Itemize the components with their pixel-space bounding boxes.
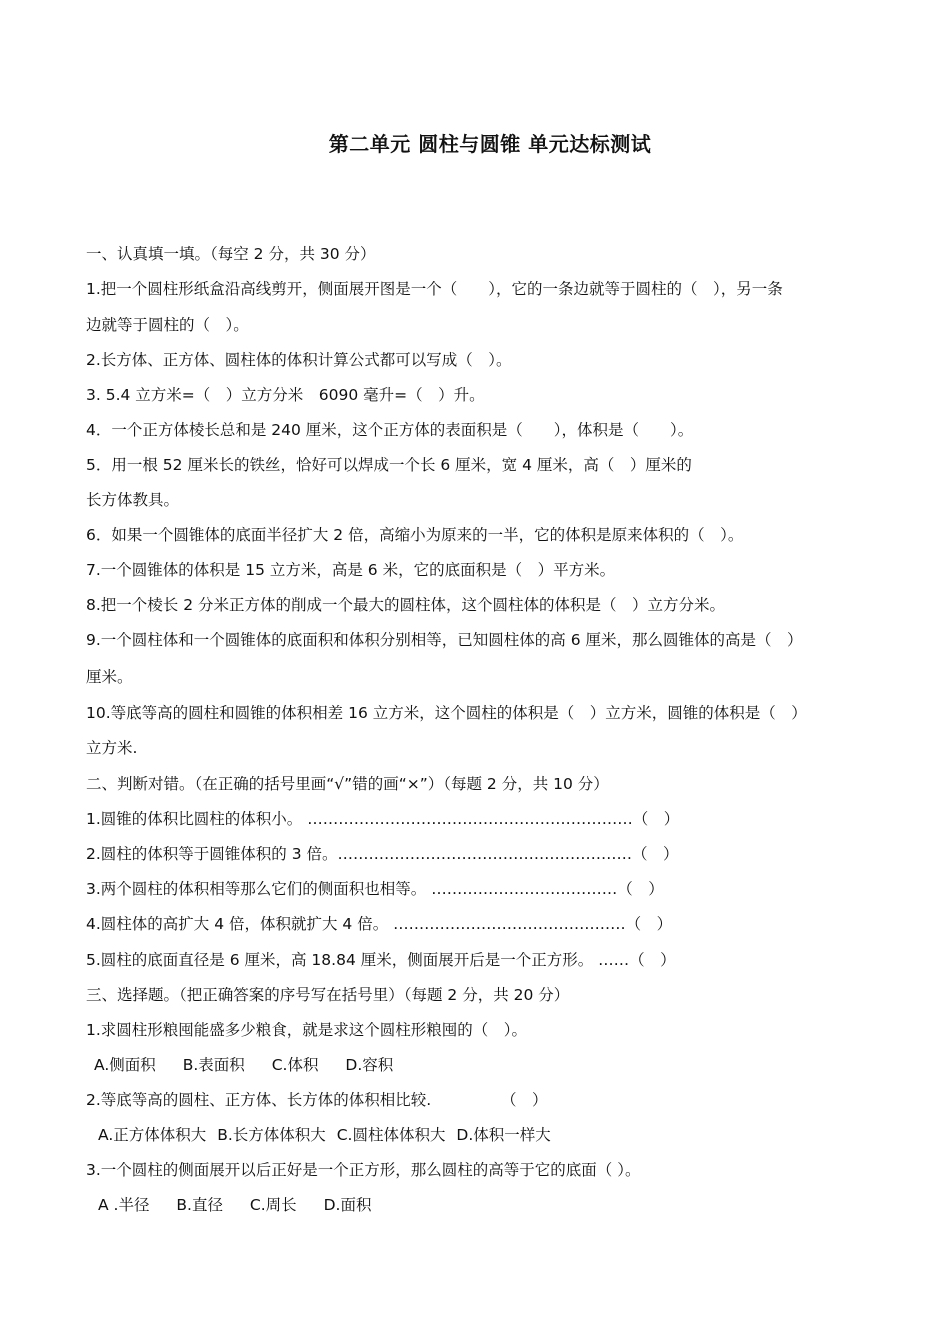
fill-question-4: 4．一个正方体棱长总和是 240 厘米，这个正方体的表面积是（ ），体积是（ ）。	[86, 421, 694, 439]
choice-1-option-c: C.体积	[271, 1056, 319, 1074]
choice-question-1: 1.求圆柱形粮囤能盛多少粮食，就是求这个圆柱形粮囤的（ ）。	[86, 1021, 528, 1039]
choice-question-2: 2.等底等高的圆柱、正方体、长方体的体积相比较. （ ）	[86, 1091, 548, 1109]
fill-question-5-line-2: 长方体教具。	[86, 491, 180, 509]
choice-1-option-d: D.容积	[345, 1056, 394, 1074]
judge-item-5: 5.圆柱的底面直径是 6 厘米，高 18.84 厘米，侧面展开后是一个正方形。 ……（ ）	[86, 951, 676, 969]
choice-2-option-c: C.圆柱体体积大	[336, 1126, 446, 1144]
choice-1-option-b: B.表面积	[182, 1056, 245, 1074]
choice-3-option-c: C.周长	[249, 1196, 297, 1214]
fill-question-10-line-1: 10.等底等高的圆柱和圆锥的体积相差 16 立方米，这个圆柱的体积是（ ）立方米，圆锥的体积是（ ）	[86, 704, 807, 722]
choice-3-option-d: D.面积	[323, 1196, 372, 1214]
judge-item-3: 3.两个圆柱的体积相等那么它们的侧面积也相等。 ………………………………（ ）	[86, 880, 664, 898]
choice-question-3-options	[98, 1195, 385, 1215]
fill-question-1-line-1: 1.把一个圆柱形纸盒沿高线剪开，侧面展开图是一个（ ），它的一条边就等于圆柱的（ ），另一条	[86, 280, 783, 298]
section-1-heading: 一、认真填一填。（每空 2 分，共 30 分）	[86, 245, 376, 263]
fill-question-5-line-1: 5．用一根 52 厘米长的铁丝，恰好可以焊成一个长 6 厘米，宽 4 厘米，高（ ）厘米的	[86, 456, 692, 474]
fill-question-1-line-2: 边就等于圆柱的（ ）。	[86, 316, 249, 334]
fill-question-9-line-2: 厘米。	[86, 668, 133, 686]
fill-question-7: 7.一个圆锥体的体积是 15 立方米，高是 6 米，它的底面积是（ ）平方米。	[86, 561, 616, 579]
fill-question-2: 2.长方体、正方体、圆柱体的体积计算公式都可以写成（ ）。	[86, 351, 512, 369]
fill-question-3: 3. 5.4 立方米=（ ）立方分米 6090 毫升=（ ）升。	[86, 386, 485, 404]
choice-3-option-a: A .半径	[98, 1196, 150, 1214]
choice-1-option-a: A.侧面积	[94, 1056, 156, 1074]
judge-item-4: 4.圆柱体的高扩大 4 倍，体积就扩大 4 倍。 ………………………………………（ ）	[86, 915, 673, 933]
choice-2-option-b: B.长方体体积大	[217, 1126, 326, 1144]
fill-question-10-line-2: 立方米.	[86, 739, 138, 757]
choice-2-option-d: D.体积一样大	[456, 1126, 551, 1144]
choice-question-2-options	[98, 1125, 565, 1145]
fill-question-6: 6．如果一个圆锥体的底面半径扩大 2 倍，高缩小为原来的一半，它的体积是原来体积的（ ）。	[86, 526, 744, 544]
fill-question-9-line-1: 9.一个圆柱体和一个圆锥体的底面积和体积分别相等，已知圆柱体的高 6 厘米，那么圆锥体的高是（ ）	[86, 631, 803, 649]
choice-2-option-a: A.正方体体积大	[98, 1126, 207, 1144]
judge-item-1: 1.圆锥的体积比圆柱的体积小。 ………………………………………………………（ ）	[86, 810, 680, 828]
section-2-heading: 二、判断对错。（在正确的括号里画“√”错的画“×”）（每题 2 分，共 10 分）	[86, 775, 609, 793]
section-3-heading: 三、选择题。（把正确答案的序号写在括号里）（每题 2 分，共 20 分）	[86, 986, 570, 1004]
choice-question-1-options	[94, 1055, 407, 1075]
judge-item-2: 2.圆柱的体积等于圆锥体积的 3 倍。…………………………………………………（ ）	[86, 845, 679, 863]
page-title: 第二单元 圆柱与圆锥 单元达标测试	[328, 132, 652, 156]
choice-question-3: 3.一个圆柱的侧面展开以后正好是一个正方形，那么圆柱的高等于它的底面（ ）。	[86, 1161, 641, 1179]
choice-3-option-b: B.直径	[176, 1196, 223, 1214]
fill-question-8: 8.把一个棱长 2 分米正方体的削成一个最大的圆柱体，这个圆柱体的体积是（ ）立方分米。	[86, 596, 726, 614]
